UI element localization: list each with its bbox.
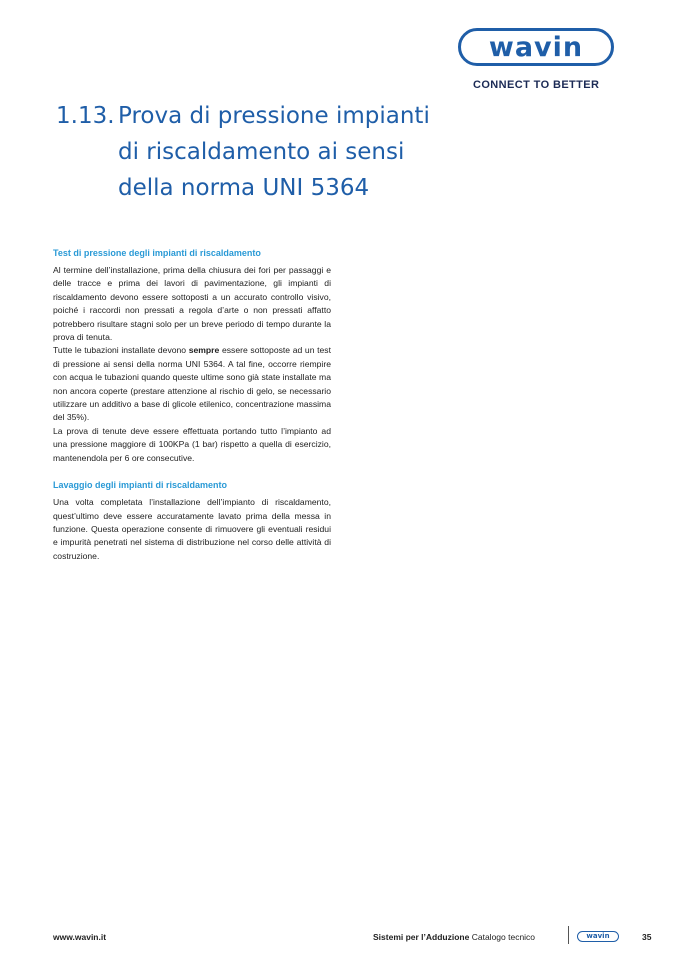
- section-number: 1.13.: [56, 103, 115, 129]
- p2-emphasis: sempre: [188, 345, 220, 356]
- title-line-1: [56, 98, 536, 134]
- p2-text-before: Tutte le tubazioni installate devono: [53, 345, 189, 356]
- footer-wavin-logo: [577, 931, 619, 942]
- section-heading-pressure-test: Test di pressione degli impianti di riscaldamento: [53, 248, 261, 258]
- body-content: [53, 247, 331, 563]
- paragraph-test-procedure: La prova di tenute deve essere effettuata portando tutto l’impianto ad una pressione maggiore di 100KPa (1 bar) rispetto a quella di esercizio, mantenendola per 6 ore consecutive.: [53, 425, 331, 463]
- paragraph-test-requirement: [53, 344, 331, 424]
- section-pressure-test: [53, 247, 331, 465]
- footer-logo-text: wavin: [586, 932, 610, 940]
- footer-catalog-title: [373, 932, 535, 942]
- logo-text: wavin: [488, 31, 584, 63]
- p2-text-after: essere sottoposte ad un test di pressione ai sensi della norma UNI 5364. A tal fine, occorre riempire con acqua le tubazioni quando queste ultime sono già state installate ma non ancora coperte (prestare attenzione al rischio di gelo, se necessario utilizzare un additivo a base di glicole etilenico, concentrazione massima del 35%).: [53, 345, 331, 423]
- brand-tagline: CONNECT TO BETTER: [473, 79, 600, 91]
- title-line-2: di riscaldamento ai sensi: [118, 139, 405, 165]
- section-heading-flushing: Lavaggio degli impianti di riscaldamento: [53, 480, 228, 491]
- title-line-3: della norma UNI 5364: [118, 175, 370, 201]
- section-flushing: [53, 479, 331, 563]
- page-title: [56, 98, 536, 206]
- footer-divider: [568, 926, 569, 944]
- paragraph-flushing: Una volta completata l’installazione dell’impianto di riscaldamento, quest’ultimo deve essere accuratamente lavato prima della messa in funzione. Questa operazione consente di rimuovere gli eventuali residui e impurità penetrati nel sistema di distribuzione nel corso delle attività di costruzione.: [53, 497, 331, 561]
- logo-pill: [458, 28, 614, 66]
- title-line-1-text: Prova di pressione impianti: [118, 103, 430, 129]
- footer-catalog-bold: Sistemi per l’Adduzione: [373, 932, 470, 942]
- footer-catalog-rest: Catalogo tecnico: [469, 932, 536, 942]
- paragraph-visual-check: Al termine dell’installazione, prima della chiusura dei fori per passaggi e delle tracce e prima dei lavori di pavimentazione, gli impianti di riscaldamento devono essere sottoposti a un accurato controllo visivo, poiché i raccordi non pressati a regola d’arte o non pressati affatto potrebbero risultare stagni solo per un breve periodo di tempo durante la prova di tenuta.: [53, 265, 331, 343]
- footer-website: www.wavin.it: [53, 932, 107, 942]
- wavin-logo: [458, 28, 618, 66]
- page-number: 35: [642, 932, 652, 942]
